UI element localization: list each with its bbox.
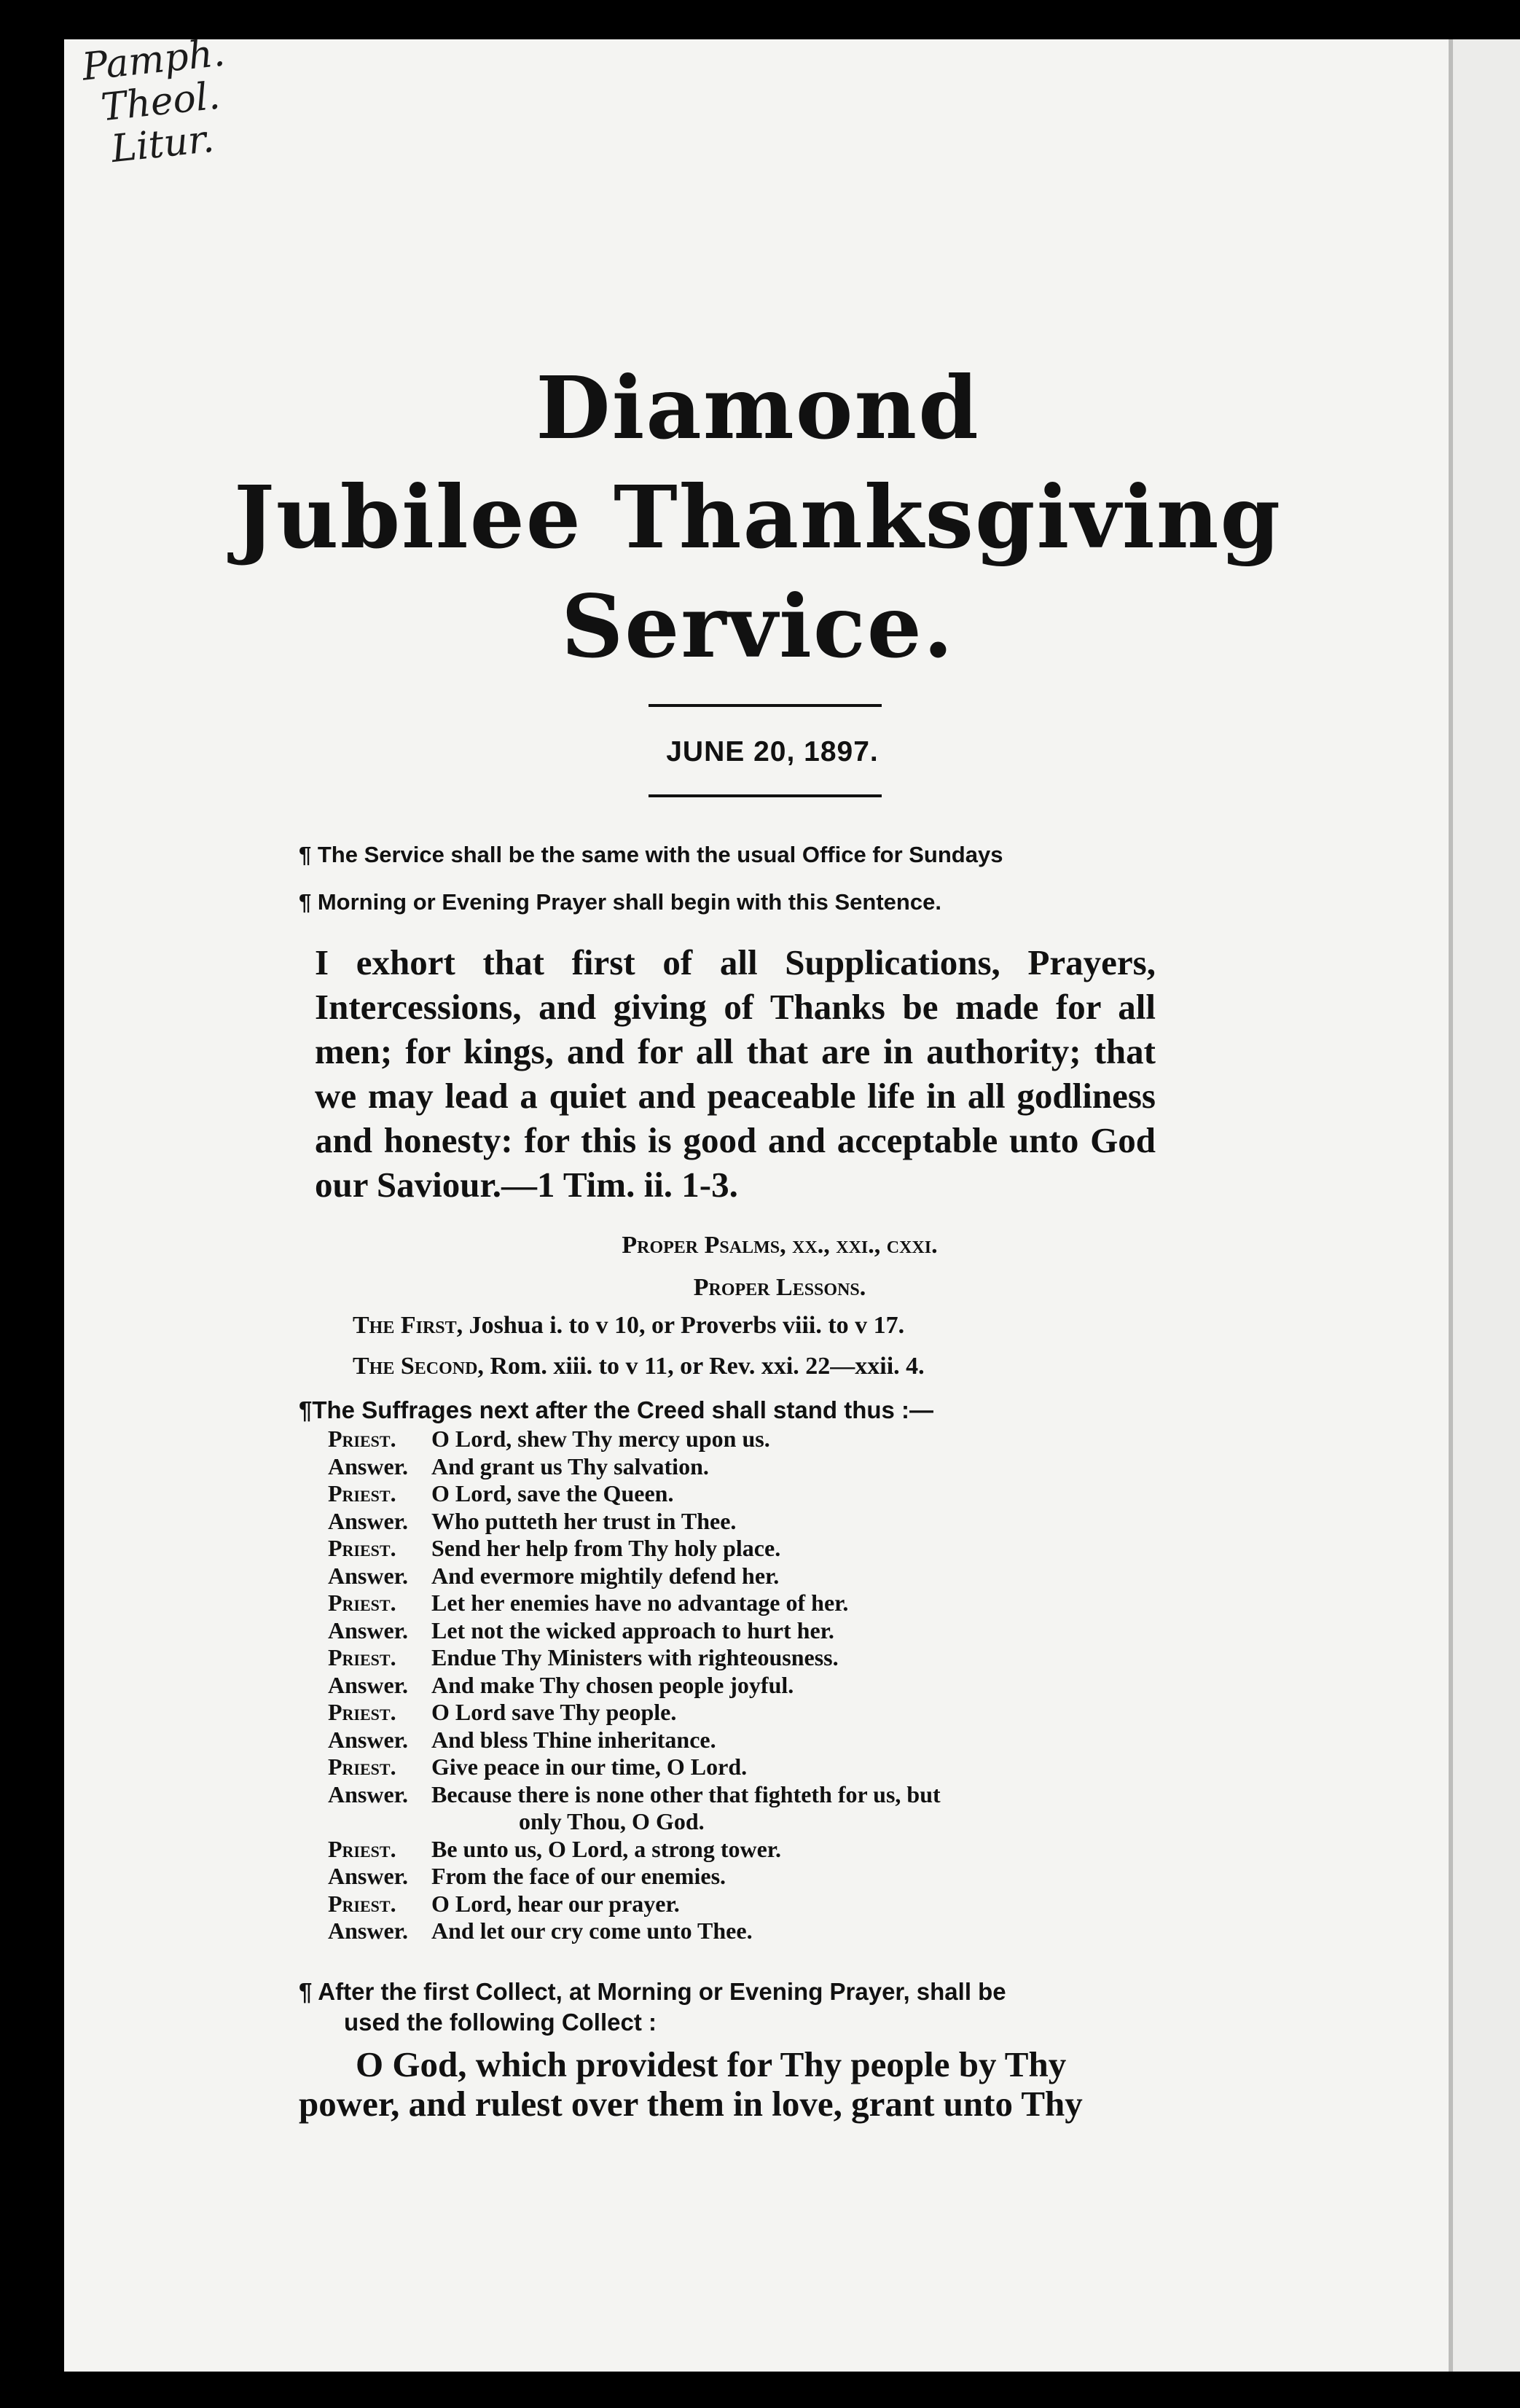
divider-rule [649, 704, 882, 707]
divider-rule [649, 794, 882, 797]
suffrage-text: And make Thy chosen people joyful. [431, 1671, 794, 1698]
collect-rubric-line: ¶ After the first Collect, at Morning or Evening Prayer, shall be [299, 1978, 1006, 2005]
proper-psalms: Proper Psalms, xx., xxi., cxxi. [622, 1232, 938, 1259]
suffrage-row [299, 1453, 1173, 1481]
suffrage-text: Who putteth her trust in Thee. [431, 1507, 737, 1534]
suffrage-text: Let her enemies have no advantage of her. [431, 1590, 849, 1616]
suffrage-speaker: Answer. [328, 1507, 408, 1534]
suffrage-speaker: Priest. [328, 1835, 396, 1862]
suffrages-block [299, 1396, 1173, 1945]
suffrage-text: O Lord save Thy people. [431, 1699, 677, 1725]
opening-sentence: I exhort that first of all Supplications, Prayers, Intercessions, and giving of Thanks be made for all men; for kings, and for all that are in authority; that we may lead a quiet and peaceable life in all godliness and honesty: for this is good and acceptable unto God our Saviour.—1 Tim. ii. 1-3. [315, 942, 1156, 1205]
suffrage-row [299, 1863, 1173, 1891]
proper-lessons-heading: Proper Lessons. [693, 1274, 866, 1301]
handwritten-catalog-note [80, 28, 275, 173]
suffrage-continuation: only Thou, O God. [519, 1808, 705, 1834]
suffrage-text: Let not the wicked approach to hurt her. [431, 1617, 834, 1643]
suffrage-text: O Lord, hear our prayer. [431, 1890, 680, 1917]
first-lesson-text: Joshua i. to v 10, or Proverbs viii. to v 17. [463, 1312, 905, 1339]
suffrage-row [299, 1699, 1173, 1727]
suffrage-row [299, 1672, 1173, 1700]
suffrage-row [299, 1727, 1173, 1754]
suffrage-speaker: Answer. [328, 1562, 408, 1589]
suffrage-row [299, 1781, 1173, 1809]
second-lesson-text: Rom. xiii. to v 11, or Rev. xxi. 22—xxii. 4. [483, 1353, 925, 1380]
suffrage-speaker: Priest. [328, 1699, 396, 1725]
suffrage-row [299, 1426, 1173, 1453]
page-edge [1449, 39, 1520, 2372]
suffrage-text: Give peace in our time, O Lord. [431, 1754, 748, 1780]
suffrage-row [299, 1644, 1173, 1672]
suffrage-text: Be unto us, O Lord, a strong tower. [431, 1835, 782, 1862]
suffrage-speaker: Answer. [328, 1726, 408, 1753]
first-lesson [353, 1312, 904, 1340]
suffrage-speaker: Answer. [328, 1918, 408, 1944]
suffrage-text: And grant us Thy salvation. [431, 1453, 709, 1479]
second-lesson [353, 1353, 925, 1380]
suffrage-row [299, 1590, 1173, 1617]
suffrage-speaker: Answer. [328, 1671, 408, 1698]
suffrage-row [299, 1480, 1173, 1508]
suffrage-row [299, 1508, 1173, 1536]
suffrage-speaker: Priest. [328, 1754, 396, 1780]
suffrage-speaker: Answer. [328, 1453, 408, 1479]
suffrage-speaker: Answer. [328, 1780, 408, 1807]
suffrage-text: And evermore mightily defend her. [431, 1562, 780, 1589]
first-lesson-label: The First, [353, 1312, 463, 1339]
second-lesson-label: The Second, [353, 1353, 484, 1380]
suffrage-row [299, 1563, 1173, 1590]
rubric-line: ¶ The Service shall be the same with the usual Office for Sundays [299, 842, 1003, 867]
catalog-note-line: Theol. [98, 74, 222, 130]
title-line-3: Service. [561, 576, 955, 677]
page-fold [1449, 39, 1453, 2372]
suffrage-speaker: Priest. [328, 1426, 396, 1452]
suffrage-row [299, 1535, 1173, 1563]
suffrage-speaker: Priest. [328, 1590, 396, 1616]
suffrage-text: From the face of our enemies. [431, 1863, 726, 1889]
collect-line: power, and rulest over them in love, grant unto Thy [299, 2084, 1083, 2124]
suffrage-speaker: Priest. [328, 1480, 396, 1506]
collect-line: O God, which providest for Thy people by Thy [356, 2044, 1067, 2084]
rubric-line: ¶ Morning or Evening Prayer shall begin with this Sentence. [299, 889, 941, 915]
service-date: JUNE 20, 1897. [666, 736, 879, 767]
catalog-note-line: Pamph. [79, 31, 227, 90]
suffrage-speaker: Priest. [328, 1890, 396, 1917]
suffrage-text: And let our cry come unto Thee. [431, 1918, 753, 1944]
suffrage-row [299, 1836, 1173, 1864]
suffrages-list [299, 1426, 1173, 1808]
suffrage-row [299, 1617, 1173, 1645]
collect-text [299, 2045, 1166, 2124]
suffrage-text: O Lord, save the Queen. [431, 1480, 674, 1506]
suffrage-speaker: Priest. [328, 1535, 396, 1561]
suffrage-row [299, 1918, 1173, 1945]
suffrage-row [299, 1891, 1173, 1918]
suffrage-speaker: Answer. [328, 1863, 408, 1889]
suffrage-speaker: Priest. [328, 1644, 396, 1670]
suffrage-text: Endue Thy Ministers with righteousness. [431, 1644, 839, 1670]
collect-rubric [299, 1977, 1166, 2038]
suffrages-list-continued [299, 1836, 1173, 1945]
suffrages-heading: ¶The Suffrages next after the Creed shall stand thus :— [299, 1396, 934, 1423]
suffrage-text: Send her help from Thy holy place. [431, 1535, 781, 1561]
collect-rubric-line: used the following Collect : [344, 2009, 657, 2036]
suffrage-text: And bless Thine inheritance. [431, 1726, 716, 1753]
title-line-1: Diamond [536, 357, 980, 458]
suffrage-text: O Lord, shew Thy mercy upon us. [431, 1426, 770, 1452]
suffrage-speaker: Answer. [328, 1617, 408, 1643]
suffrage-row [299, 1754, 1173, 1781]
catalog-note-line: Litur. [109, 117, 216, 172]
title-line-2: Jubilee Thanksgiving [233, 466, 1282, 568]
suffrage-text: Because there is none other that fighteth for us, but [431, 1780, 941, 1807]
